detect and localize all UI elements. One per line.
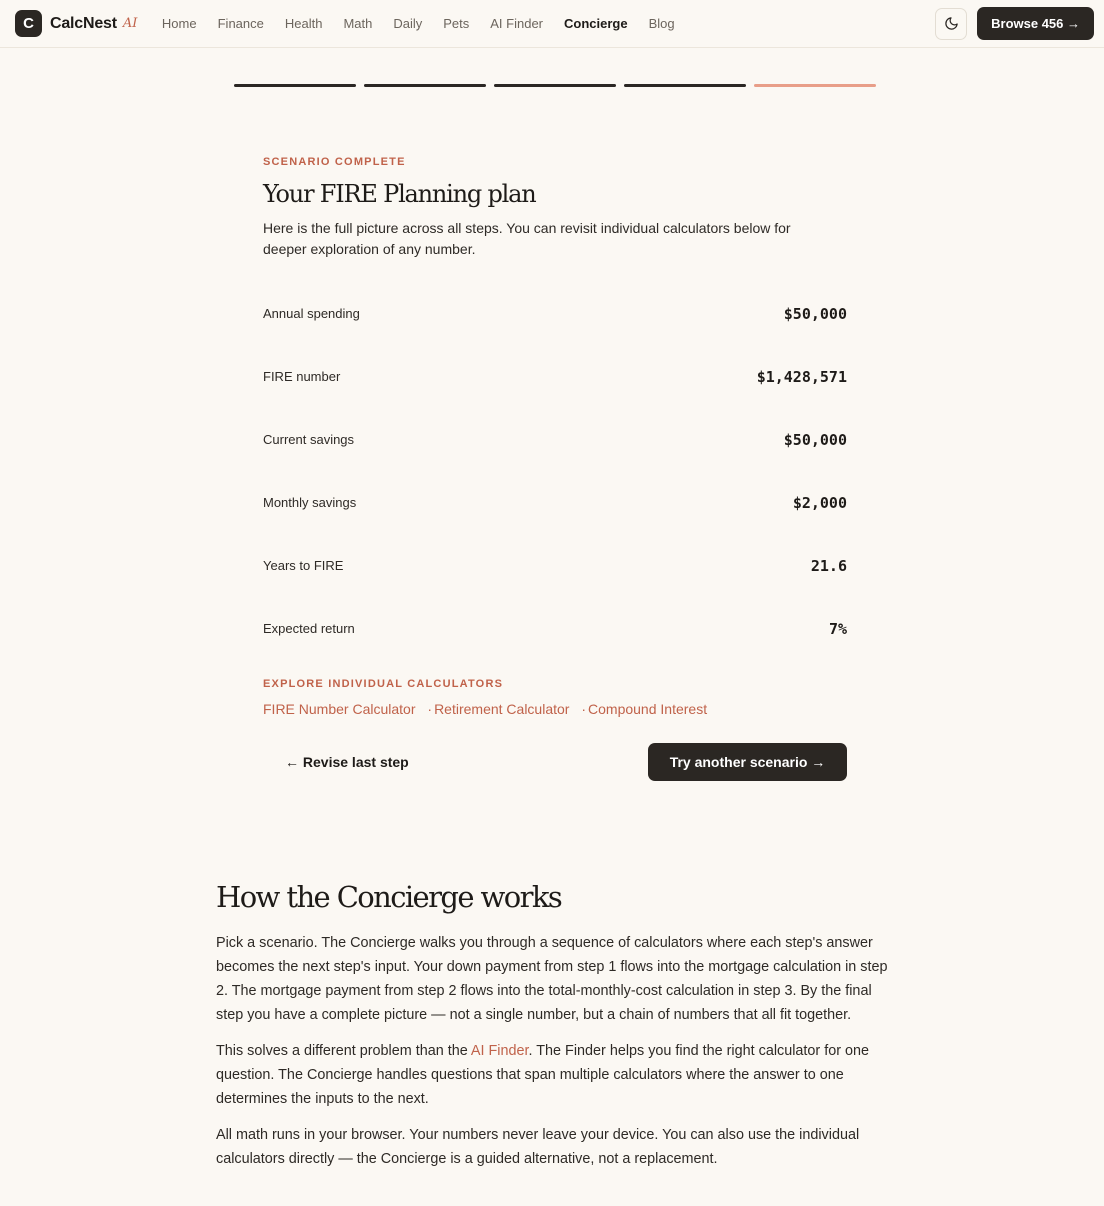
how-paragraph-1: Pick a scenario. The Concierge walks you through a sequence of calculators where each step's answer becomes the next step's input. Your down payment from step 1 flows into the mortgage calculation in step 2. The mortgage payment from step 2 flows into the total-monthly-cost calculation in step 3. By the final step you have a complete picture — not a single number, but a chain of numbers that all fit together.	[216, 935, 888, 1023]
nav-finance[interactable]: Finance	[217, 16, 264, 31]
row-label: Years to FIRE	[263, 558, 344, 573]
how-it-works-title: How the Concierge works	[216, 880, 562, 914]
scenario-eyebrow: SCENARIO COMPLETE	[263, 156, 406, 168]
how-p2-before: This solves a different problem than the	[216, 1043, 471, 1059]
nav-daily[interactable]: Daily	[393, 16, 423, 31]
top-navigation-bar	[0, 0, 1104, 48]
result-row	[263, 345, 847, 408]
how-paragraph-3: All math runs in your browser. Your numbers never leave your device. You can also use the individual calculators directly — the Concierge is a guided alternative, not a replacement.	[216, 1127, 860, 1167]
nav-concierge[interactable]: Concierge	[564, 16, 628, 31]
how-it-works-section	[216, 880, 896, 1171]
explore-heading: EXPLORE INDIVIDUAL CALCULATORS	[263, 678, 504, 690]
row-value: 21.6	[810, 556, 847, 575]
brand-name: CalcNest	[50, 14, 117, 32]
link-separator: ·	[427, 701, 433, 717]
result-row	[263, 471, 847, 534]
row-value: $50,000	[783, 304, 847, 323]
progress-step-4	[624, 84, 746, 87]
row-label: FIRE number	[263, 369, 341, 384]
nav-home[interactable]: Home	[161, 16, 197, 31]
revise-last-step-button[interactable]: ← Revise last step	[285, 754, 409, 770]
result-title: Your FIRE Planning plan	[263, 180, 536, 208]
nav-blog[interactable]: Blog	[648, 16, 675, 31]
row-label: Current savings	[263, 432, 355, 447]
progress-step-5	[754, 84, 876, 87]
result-row	[263, 534, 847, 597]
row-label: Expected return	[263, 621, 355, 636]
nav-pets[interactable]: Pets	[443, 16, 470, 31]
link-retirement-calculator[interactable]: Retirement Calculator	[434, 701, 570, 717]
progress-step-2	[364, 84, 486, 87]
try-another-scenario-button[interactable]: Try another scenario →	[648, 743, 847, 781]
row-value: 7%	[828, 619, 847, 638]
row-label: Monthly savings	[263, 495, 357, 510]
row-value: $1,428,571	[756, 367, 847, 386]
result-row	[263, 282, 847, 345]
row-value: $50,000	[783, 430, 847, 449]
main-nav	[151, 16, 685, 31]
browse-calculators-button[interactable]: Browse 456 →	[977, 7, 1094, 40]
calculator-links	[263, 701, 847, 717]
row-value: $2,000	[792, 493, 847, 512]
link-separator: ·	[581, 701, 587, 717]
result-row	[263, 597, 847, 660]
link-compound-interest[interactable]: Compound Interest	[588, 701, 708, 717]
brand-ai-badge: AI	[122, 16, 138, 31]
result-row	[263, 408, 847, 471]
logo-mark: C	[15, 10, 42, 37]
moon-icon	[944, 16, 959, 31]
link-fire-number-calculator[interactable]: FIRE Number Calculator	[263, 701, 416, 717]
progress-step-3	[494, 84, 616, 87]
step-actions	[263, 743, 847, 781]
nav-ai-finder[interactable]: AI Finder	[490, 16, 544, 31]
how-p2-after: . The Finder helps you find the right calculator for one question. The Concierge handles questions that span multiple calculators where the answer to one determines the inputs to the next.	[216, 1043, 870, 1107]
row-label: Annual spending	[263, 306, 360, 321]
ai-finder-link[interactable]: AI Finder	[470, 1043, 529, 1059]
nav-health[interactable]: Health	[284, 16, 323, 31]
theme-toggle-button[interactable]	[935, 8, 967, 40]
scenario-result	[263, 156, 847, 781]
brand-logo-link[interactable]	[15, 10, 137, 37]
result-description: Here is the full picture across all steps. You can revisit individual calculators below for deeper exploration of any number.	[263, 220, 791, 257]
result-rows	[263, 282, 847, 660]
how-paragraph-2	[216, 1039, 896, 1111]
progress-step-1	[234, 84, 356, 87]
step-progress	[234, 84, 884, 87]
nav-math[interactable]: Math	[343, 16, 373, 31]
